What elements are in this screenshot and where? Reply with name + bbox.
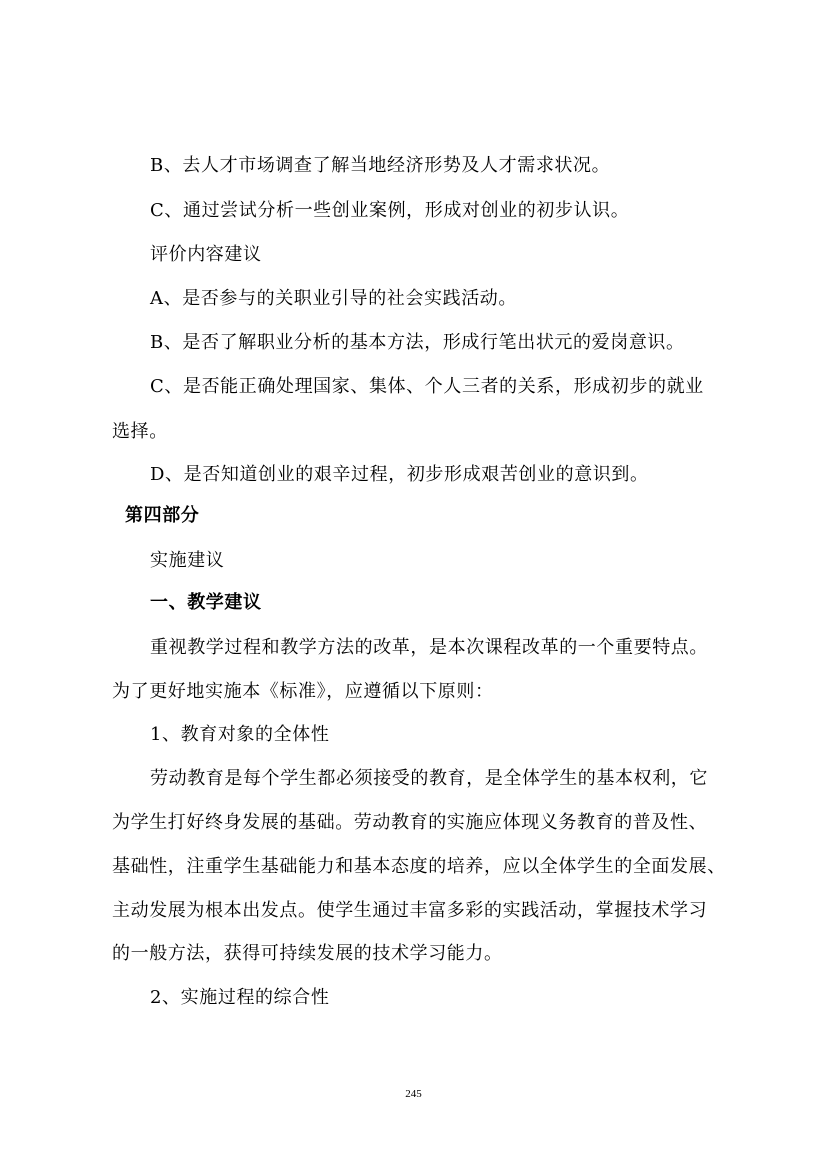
text-line: 为了更好地实施本《标准》，应遵循以下原则： [112, 681, 494, 702]
text-line: B、是否了解职业分析的基本方法，形成行笔出状元的爱岗意识。 [150, 332, 685, 353]
section-heading: 第四部分 [125, 505, 200, 526]
text-line: 选择。 [112, 421, 168, 442]
text-line: 2、实施过程的综合性 [150, 987, 330, 1008]
text-line: C、是否能正确处理国家、集体、个人三者的关系，形成初步的就业 [150, 376, 704, 397]
text-line: B、去人才市场调查了解当地经济形势及人才需求状况。 [150, 155, 611, 176]
text-line: 主动发展为根本出发点。使学生通过丰富多彩的实践活动，掌握技术学习 [112, 900, 708, 921]
page-number: 245 [405, 1088, 422, 1100]
text-line: A、是否参与的关职业引导的社会实践活动。 [150, 288, 517, 309]
text-line: 实施建议 [150, 550, 225, 571]
subsection-heading: 一、教学建议 [150, 592, 262, 613]
text-line: 1、教育对象的全体性 [150, 724, 330, 745]
text-line: 评价内容建议 [150, 244, 262, 265]
text-line: 劳动教育是每个学生都必须接受的教育，是全体学生的基本权利，它 [150, 768, 708, 789]
text-line: D、是否知道创业的艰辛过程，初步形成艰苦创业的意识到。 [150, 464, 649, 485]
text-line: C、通过尝试分析一些创业案例，形成对创业的初步认识。 [150, 200, 630, 221]
text-line: 重视教学过程和教学方法的改革，是本次课程改革的一个重要特点。 [150, 637, 708, 658]
text-line: 基础性，注重学生基础能力和基本态度的培养，应以全体学生的全面发展、 [112, 856, 726, 877]
text-line: 的一般方法，获得可持续发展的技术学习能力。 [112, 943, 503, 964]
text-line: 为学生打好终身发展的基础。劳动教育的实施应体现义务教育的普及性、 [112, 812, 708, 833]
